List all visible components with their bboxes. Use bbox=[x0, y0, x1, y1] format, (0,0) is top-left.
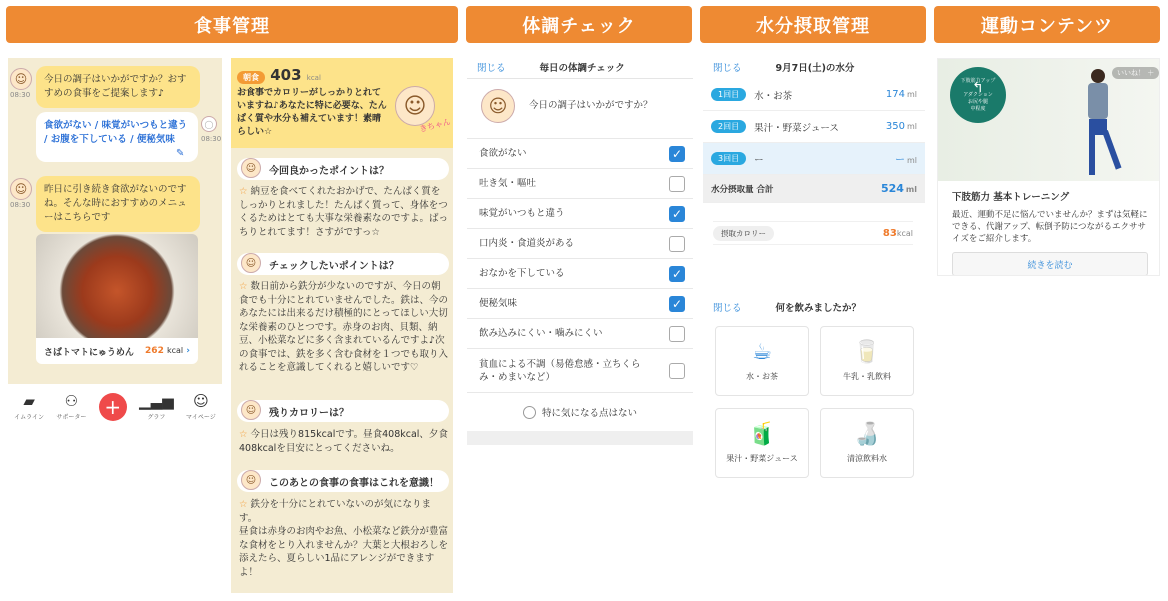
food-photo[interactable] bbox=[36, 234, 198, 338]
tab-label: グラフ bbox=[147, 414, 166, 421]
condition-item[interactable] bbox=[467, 319, 693, 349]
header-meal: 食事管理 bbox=[6, 6, 458, 43]
timestamp: 08:30 bbox=[10, 201, 31, 209]
header-condition: 体調チェック bbox=[466, 6, 692, 43]
chat-message: 昨日に引き続き食欲がないのですね。そんな時におすすめのメニューはこちらです bbox=[36, 176, 200, 232]
exercise-description: 最近、運動不足に悩んでいませんか？まずは気軽にできる、代謝アップ、転倒予防につながるエクササイズをご紹介します。 bbox=[952, 210, 1148, 244]
condition-label: 吐き気・嘔吐 bbox=[479, 178, 537, 189]
section-text: ☆ 数日前から鉄分が少ないのですが、今日の朝食でも十分にとれていませんでした。鉄は、今のあなたには出来るだけ積極的にとってほしい大切な栄養素のひとつです。赤身のお肉、貝類、納豆、小松菜などに多く含まれているんですよ♪次の食事では、鉄を多く含む食材を１つでも取り入れることを意識してくれると嬉しいです♡ bbox=[239, 281, 449, 373]
checkbox[interactable]: ✓ bbox=[669, 266, 685, 282]
footer-bar bbox=[467, 431, 693, 445]
arrow-icon: ↰ bbox=[972, 79, 984, 96]
water-row[interactable]: 2回目 果汁・野菜ジュース 350 ml bbox=[703, 111, 925, 143]
meal-advice-panel bbox=[231, 58, 453, 593]
section-text: ☆ 今日は残り815kcalです。昼食408kcal、夕食408kcalを目安にとってくださいね。 bbox=[239, 429, 448, 454]
close-button[interactable]: 閉じる bbox=[477, 62, 506, 74]
condition-item[interactable] bbox=[467, 139, 693, 169]
question-row bbox=[467, 79, 693, 139]
section-good-points: ☺ 今回良かったポイントは？ bbox=[237, 158, 449, 180]
advisor-caption: きちゃん bbox=[418, 117, 452, 134]
condition-item[interactable] bbox=[467, 169, 693, 199]
like-button[interactable]: いいね！ ＋ bbox=[1112, 67, 1159, 79]
advice-summary bbox=[231, 58, 453, 148]
condition-item[interactable] bbox=[467, 349, 693, 393]
tab-label: サポーター bbox=[56, 414, 87, 421]
close-button[interactable]: 閉じる bbox=[713, 303, 742, 314]
kcal-unit: kcal bbox=[166, 346, 184, 355]
condition-item[interactable] bbox=[467, 259, 693, 289]
exercise-badge: 下肢筋力アップ ↰ アダクション お尻や腿 中程度 bbox=[950, 67, 1006, 123]
tab-label: マイページ bbox=[186, 414, 216, 421]
condition-label: 食欲がない bbox=[479, 148, 527, 159]
star-icon: ☆ bbox=[239, 186, 251, 197]
checkbox[interactable]: ✓ bbox=[669, 296, 685, 312]
advice-message: お食事でカロリーがしっかりとれていますね♪あなたに特に必要な、たんぱく質や水分も補えています！素晴らしい☆ bbox=[237, 88, 387, 137]
user-reply: 食欲がない / 味覚がいつもと違う / お腹を下している / 便秘気味 bbox=[36, 112, 198, 162]
exercise-title: 下肢筋力 基本トレーニング bbox=[952, 192, 1070, 203]
food-card[interactable] bbox=[36, 338, 198, 364]
people-icon: ⚇ bbox=[64, 392, 79, 410]
none-option[interactable]: 特に気になる点はない bbox=[523, 405, 637, 419]
plus-icon: ＋ bbox=[1147, 69, 1155, 77]
tab-graph[interactable] bbox=[139, 393, 174, 421]
food-name: さばトマトにゅうめん bbox=[44, 347, 134, 358]
advisor-avatar: ☺ bbox=[241, 400, 261, 420]
condition-check-panel bbox=[467, 55, 693, 445]
juice-icon: 🧃 bbox=[748, 422, 776, 447]
water-row-selected[interactable]: 3回目 ー ー ml bbox=[703, 143, 925, 175]
condition-item[interactable] bbox=[467, 199, 693, 229]
question-text: 今日の調子はいかがですか？ bbox=[529, 100, 653, 111]
condition-label: おなかを下している bbox=[479, 268, 565, 279]
section-text: ☆ 鉄分を十分にとれていないのが気になります。 昼食は赤身のお肉やお魚、小松菜など鉄分が豊富な食材をとり入れませんか？大葉と大根おろしを添えたら、夏らしい1品にアレンジができますよ！ bbox=[239, 499, 449, 578]
condition-item[interactable] bbox=[467, 229, 693, 259]
tab-supporter[interactable] bbox=[56, 393, 86, 421]
advisor-avatar: ☺ bbox=[241, 253, 261, 273]
timestamp: 08:30 bbox=[10, 91, 31, 99]
exercise-panel bbox=[937, 58, 1160, 276]
tab-label: イムライン bbox=[14, 414, 44, 421]
kcal-unit: kcal bbox=[306, 74, 321, 82]
header-water: 水分摂取管理 bbox=[700, 6, 926, 43]
user-icon: ☺ bbox=[193, 392, 209, 410]
timestamp: 08:30 bbox=[201, 135, 222, 143]
advisor-illustration: ☺ bbox=[395, 86, 435, 126]
chat-icon: ▰ bbox=[23, 392, 35, 410]
water-total: 水分摂取量 合計 524 ml bbox=[703, 175, 925, 203]
chat-message: 今日の調子はいかがですか？おすすめの食事をご提案します♪ bbox=[36, 66, 200, 108]
tab-timeline[interactable] bbox=[14, 393, 44, 421]
water-panel bbox=[703, 55, 925, 290]
condition-label: 便秘気味 bbox=[479, 298, 518, 309]
page-title: 9月7日(土)の水分 bbox=[775, 63, 855, 74]
condition-label: 味覚がいつもと違う bbox=[479, 208, 565, 219]
checkbox[interactable] bbox=[669, 326, 685, 342]
condition-label: 飲み込みにくい・噛みにくい bbox=[479, 328, 603, 339]
star-icon: ☆ bbox=[239, 499, 251, 510]
advisor-avatar: ☺ bbox=[241, 470, 261, 490]
meal-kcal: 403 bbox=[270, 66, 302, 84]
exercise-video[interactable] bbox=[938, 59, 1160, 181]
add-button[interactable]: + bbox=[99, 393, 127, 421]
drink-select-panel bbox=[703, 296, 925, 484]
checkbox[interactable]: ✓ bbox=[669, 146, 685, 162]
option-water-tea[interactable]: ☕ 水・お茶 bbox=[715, 326, 809, 396]
read-more-button[interactable]: 続きを読む bbox=[952, 252, 1148, 276]
nav-bar bbox=[703, 296, 925, 318]
option-juice[interactable]: 🧃 果汁・野菜ジュース bbox=[715, 408, 809, 478]
advisor-illustration: ☺ bbox=[481, 89, 515, 123]
option-milk[interactable]: 🥛 牛乳・乳飲料 bbox=[820, 326, 914, 396]
tab-bar bbox=[8, 384, 222, 430]
edit-icon[interactable]: ✎ bbox=[176, 148, 185, 159]
page-title: 毎日の体調チェック bbox=[539, 62, 625, 74]
nav-bar bbox=[467, 55, 693, 79]
advisor-avatar: ☺ bbox=[10, 178, 32, 200]
page-title: 何を飲みましたか？ bbox=[775, 303, 862, 314]
condition-label: 口内炎・食道炎がある bbox=[479, 238, 575, 249]
bar-chart-icon: ▁▃▅ bbox=[139, 392, 174, 410]
checkbox[interactable] bbox=[669, 236, 685, 252]
section-check-points: ☺ チェックしたいポイントは？ bbox=[237, 253, 449, 275]
chevron-right-icon: › bbox=[186, 346, 190, 356]
section-next-meal: ☺ このあとの食事の食事はこれを意識！ bbox=[237, 470, 449, 492]
star-icon: ☆ bbox=[239, 429, 251, 440]
tab-mypage[interactable] bbox=[186, 393, 216, 421]
checkbox[interactable]: ✓ bbox=[669, 206, 685, 222]
user-avatar: ◯ bbox=[201, 116, 217, 132]
radio-icon bbox=[523, 406, 536, 419]
star-icon: ☆ bbox=[239, 281, 251, 292]
advisor-avatar: ☺ bbox=[241, 158, 261, 178]
condition-item[interactable] bbox=[467, 289, 693, 319]
section-text: ☆ 納豆を食べてくれたおかげで、たんぱく質をしっかりとれました！たんぱく質って、身体をつくるためはとても大事な栄養素なのですよ。ばっちりとれてます！さすがですっ☆ bbox=[239, 186, 449, 238]
bottle-icon: 🍶 bbox=[853, 422, 881, 447]
checkbox[interactable] bbox=[669, 363, 685, 379]
condition-label: 貧血による不調（易倦怠感・立ちくらみ・めまいなど） bbox=[479, 358, 641, 383]
cup-icon: ☕ bbox=[752, 340, 772, 365]
instructor-figure bbox=[1078, 69, 1118, 177]
food-kcal: 262 bbox=[145, 346, 164, 356]
section-remaining-calories: ☺ 残りカロリーは？ bbox=[237, 400, 449, 422]
water-row[interactable]: 1回目 水・お茶 174 ml bbox=[703, 79, 925, 111]
nav-bar bbox=[703, 55, 925, 79]
milk-icon: 🥛 bbox=[853, 340, 881, 365]
checkbox[interactable] bbox=[669, 176, 685, 192]
meal-badge: 朝食 bbox=[237, 71, 265, 84]
close-button[interactable]: 閉じる bbox=[713, 63, 742, 74]
option-soft-drink[interactable]: 🍶 清涼飲料水 bbox=[820, 408, 914, 478]
chat-panel bbox=[8, 58, 222, 430]
advisor-avatar: ☺ bbox=[10, 68, 32, 90]
calorie-row: 摂取カロリー 83kcal bbox=[703, 203, 925, 290]
header-exercise: 運動コンテンツ bbox=[934, 6, 1160, 43]
